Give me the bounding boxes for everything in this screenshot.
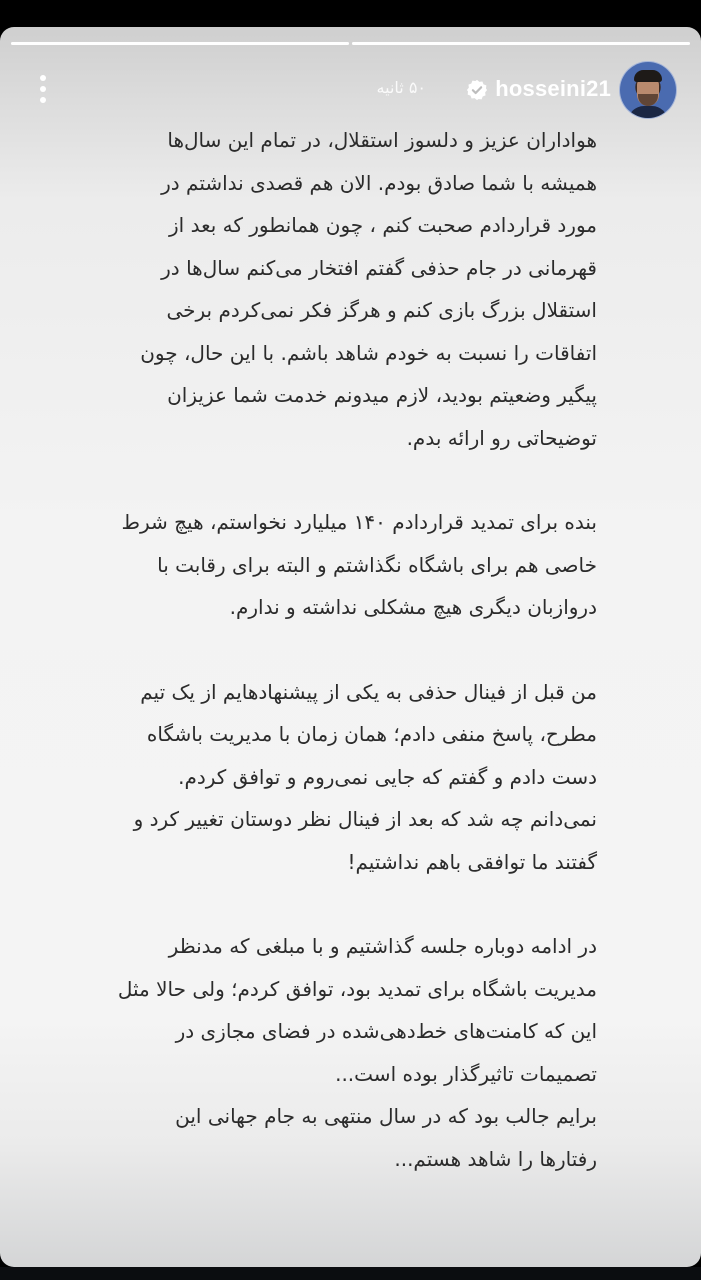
caption-paragraph	[64, 671, 597, 884]
progress-segment	[11, 42, 349, 45]
caption-line: هواداران عزیز و دلسوز استقلال، در تمام این سال‌ها	[167, 128, 597, 152]
caption-line: مطرح، پاسخ منفی دادم؛ همان زمان با مدیریت باشگاه	[146, 722, 597, 746]
caption-line: این که کامنت‌های خط‌دهی‌شده در فضای مجازی در	[175, 1019, 597, 1043]
verified-badge-icon	[466, 79, 488, 101]
caption-line: قهرمانی در جام حذفی گفتم افتخار می‌کنم سال‌ها در	[161, 255, 597, 280]
caption-line: توضیحاتی رو ارائه بدم.	[406, 425, 597, 450]
story-progress-bar	[11, 42, 690, 45]
caption-paragraph	[64, 119, 597, 459]
caption-line: تصمیمات تاثیرگذار بوده است...	[335, 1061, 597, 1086]
caption-line: پیگیر وضعیتم بودید، لازم میدونم خدمت شما عزیزان	[167, 383, 597, 407]
caption-line: گفتند ما توافقی باهم نداشتیم!	[347, 849, 597, 874]
caption-paragraph	[64, 501, 597, 629]
story-viewer[interactable]	[0, 27, 701, 1267]
more-options-button[interactable]	[36, 75, 50, 107]
caption-line: رفتارها را شاهد هستم...	[394, 1146, 597, 1171]
caption-line: برایم جالب بود که در سال منتهی به جام جهانی این	[175, 1104, 597, 1128]
caption-line: دروازبان دیگری هیچ مشکلی نداشته و ندارم.	[229, 595, 597, 619]
caption-paragraph	[64, 925, 597, 1180]
caption-line: مورد قراردادم صحبت کنم ، چون همانطور که بعد از	[169, 213, 597, 237]
caption-line: بنده برای تمدید قراردادم ۱۴۰ میلیارد نخواستم، هیچ شرط	[121, 510, 597, 534]
caption-line: من قبل از فینال حذفی به یکی از پیشنهادهایم از یک تیم	[140, 679, 597, 704]
story-caption-text	[64, 119, 597, 1180]
story-header	[0, 61, 701, 123]
caption-line: دست دادم و گفتم که جایی نمی‌روم و توافق کردم.	[178, 764, 597, 789]
caption-line: نمی‌دانم چه شد که بعد از فینال نظر دوستان تغییر کرد و	[133, 807, 597, 831]
caption-line: خاصی هم برای باشگاه نگذاشتم و البته برای رقابت با	[157, 552, 597, 577]
caption-line: مدیریت باشگاه برای تمدید بود، توافق کردم؛ ولی حالا مثل	[117, 976, 597, 1001]
more-vertical-icon	[40, 75, 46, 81]
menu-dot	[40, 97, 46, 103]
caption-line: همیشه با شما صادق بودم. الان هم قصدی نداشتم در	[161, 170, 597, 195]
profile-avatar[interactable]	[619, 61, 677, 119]
bottom-frame	[0, 1267, 701, 1280]
story-username[interactable]: hosseini21	[495, 76, 611, 101]
caption-line: اتفاقات را نسبت به خودم شاهد باشم. با این حال، چون	[140, 340, 597, 365]
caption-line: در ادامه دوباره جلسه گذاشتیم و با مبلغی که مدنظر	[168, 934, 597, 958]
menu-dot	[40, 86, 46, 92]
story-timestamp: ۵۰ ثانیه	[376, 78, 426, 97]
progress-segment	[352, 42, 690, 45]
caption-line: استقلال بزرگ بازی کنم و هرگز فکر نمی‌کردم برخی	[166, 298, 597, 322]
